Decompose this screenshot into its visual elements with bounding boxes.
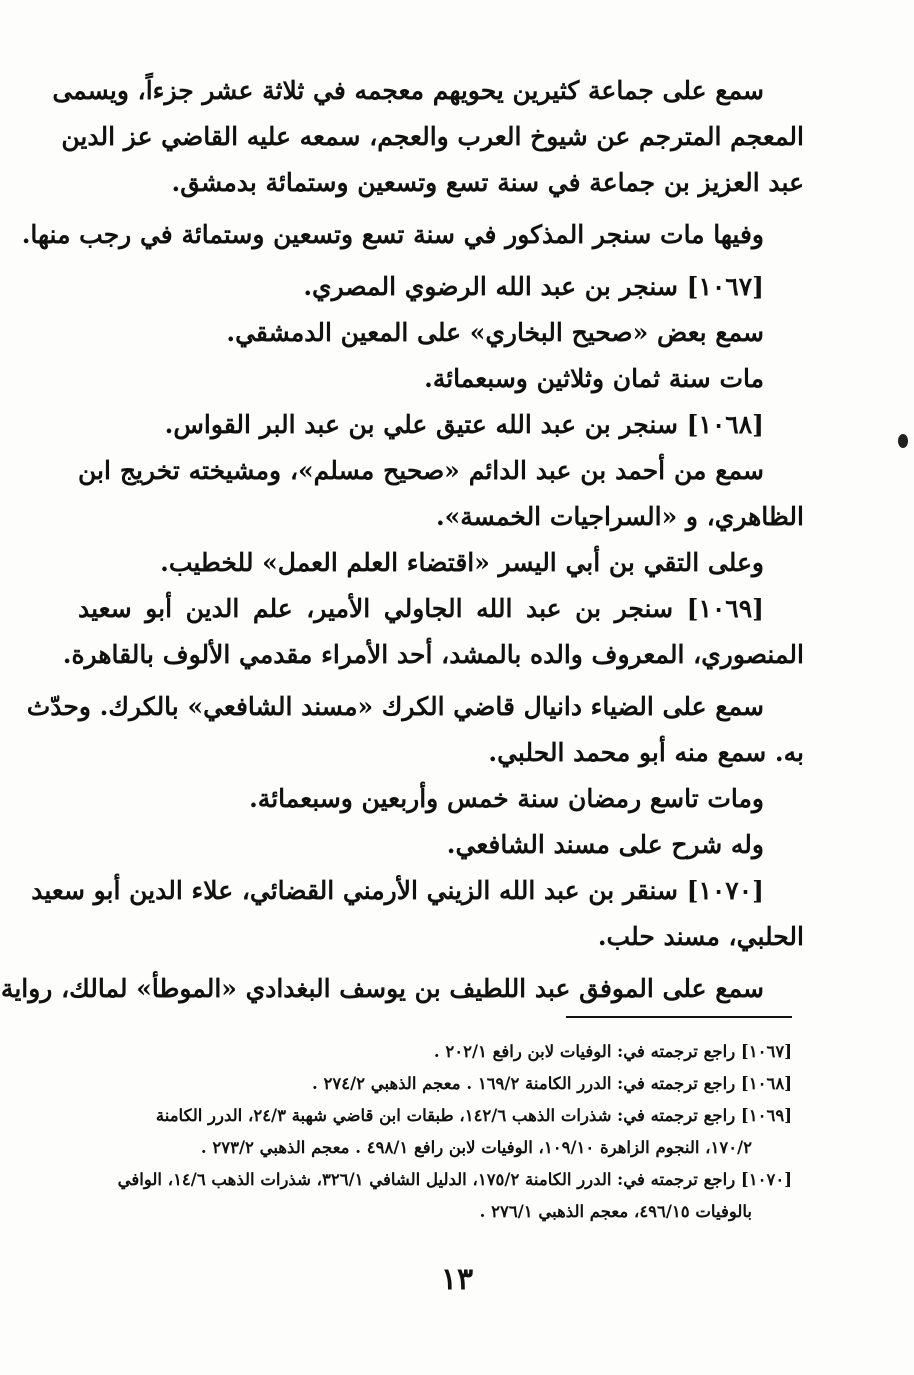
text-line-3: عبد العزيز بن جماعة في سنة تسع وتسعين وستمائة بدمشق.: [171, 168, 804, 197]
text-line-11: وعلى التقي بن أبي اليسر «اقتضاء العلم العمل» للخطيب.: [160, 548, 764, 577]
scan-speck: [898, 434, 908, 448]
text-line-15: به. سمع منه أبو محمد الحلبي.: [488, 738, 804, 767]
footnote-1069-cont: ١٧٠/٢، النجوم الزاهرة ١٠٩/١٠، الوفيات لابن رافع ٤٩٨/١ . معجم الذهبي ٢٧٣/٢ .: [200, 1138, 752, 1157]
entry-heading-1067: [١٠٦٧] سنجر بن عبد الله الرضوي المصري.: [303, 272, 764, 301]
main-text: [0, 68, 804, 1012]
footnote-1070: [١٠٧٠] راجع ترجمته في: الدرر الكامنة ١٧٥/٢، الدليل الشافي ٣٢٦/١، شذرات الذهب ١٤/٦، الوافي: [117, 1170, 792, 1189]
text-line-2: المعجم المترجم عن شيوخ العرب والعجم، سمعه عليه القاضي عز الدين: [61, 122, 804, 151]
text-line-14: سمع على الضياء دانيال قاضي الكرك «مسند الشافعي» بالكرك. وحدّث: [26, 692, 764, 721]
text-line-10: الظاهري، و «السراجيات الخمسة».: [435, 502, 804, 531]
text-line-17: وله شرح على مسند الشافعي.: [446, 830, 764, 859]
text-line-20: سمع على الموفق عبد اللطيف بن يوسف البغدادي «الموطأ» لمالك، رواية: [0, 974, 764, 1003]
text-line-6: سمع بعض «صحيح البخاري» على المعين الدمشقي.: [226, 318, 764, 347]
page-number: ١٣: [440, 1262, 474, 1297]
footnote-separator: [566, 1016, 792, 1018]
text-line-9: سمع من أحمد بن عبد الدائم «صحيح مسلم»، ومشيخته تخريج ابن: [78, 456, 764, 485]
entry-heading-1068: [١٠٦٨] سنجر بن عبد الله عتيق علي بن عبد البر القواس.: [164, 410, 764, 439]
text-line-19: الحلبي، مسند حلب.: [597, 922, 804, 951]
text-line-4: وفيها مات سنجر المذكور في سنة تسع وتسعين وستمائة في رجب منها.: [21, 220, 764, 249]
text-line-7: مات سنة ثمان وثلاثين وسبعمائة.: [424, 364, 764, 393]
footnote-1068: [١٠٦٨] راجع ترجمته في: الدرر الكامنة ١٦٩/٢ . معجم الذهبي ٢٧٤/٢ .: [311, 1074, 792, 1093]
footnote-1070-cont: بالوفيات ٤٩٦/١٥، معجم الذهبي ٢٧٦/١ .: [479, 1202, 752, 1221]
footnote-1067: [١٠٦٧] راجع ترجمته في: الوفيات لابن رافع ٢٠٢/١ .: [433, 1042, 792, 1061]
footnote-1069: [١٠٦٩] راجع ترجمته في: شذرات الذهب ١٤٢/٦، طبقات ابن قاضي شهبة ٢٤/٣، الدرر الكامنة: [155, 1106, 792, 1125]
entry-heading-1069: [١٠٦٩] سنجر بن عبد الله الجاولي الأمير، علم الدين أبو سعيد: [78, 594, 764, 623]
text-line-1: سمع على جماعة كثيرين يحويهم معجمه في ثلاثة عشر جزءاً، ويسمى: [52, 76, 764, 105]
entry-heading-1070: [١٠٧٠] سنقر بن عبد الله الزيني الأرمني القضائي، علاء الدين أبو سعيد: [31, 876, 764, 905]
footnotes: [78, 1036, 792, 1228]
text-line-13: المنصوري، المعروف والده بالمشد، أحد الأمراء مقدمي الألوف بالقاهرة.: [62, 640, 804, 669]
text-line-16: ومات تاسع رمضان سنة خمس وأربعين وسبعمائة.: [249, 784, 764, 813]
